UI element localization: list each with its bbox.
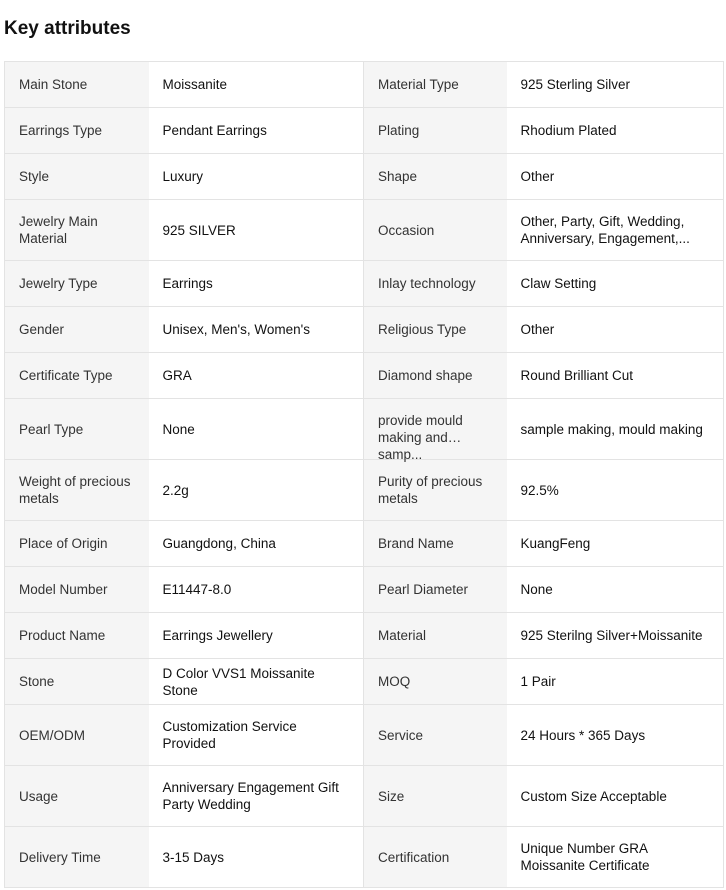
attribute-label <box>5 659 149 705</box>
attribute-value <box>149 108 364 154</box>
attribute-value-text: Other, Party, Gift, Wedding, Anniversary, Engagement,... <box>520 214 690 246</box>
attribute-value <box>507 521 724 567</box>
attribute-label <box>364 705 507 766</box>
attribute-label-text: Delivery Time <box>19 849 101 865</box>
attribute-value-text: Other <box>520 322 555 337</box>
attribute-value-text: 925 Sterilng Silver+Moissanite <box>520 628 703 643</box>
attribute-value-text: Claw Setting <box>520 276 597 291</box>
attribute-row <box>5 766 724 827</box>
attribute-value-text: Pendant Earrings <box>162 123 267 138</box>
attribute-value <box>149 827 364 888</box>
attribute-label-text: Brand Name <box>378 536 454 551</box>
attribute-value-text: D Color VVS1 Moissanite Stone <box>162 665 315 698</box>
attribute-label-text: Weight of precious metals <box>19 474 131 506</box>
attribute-label-text: provide mould making and samp... <box>378 413 463 462</box>
attribute-value-text: None <box>520 582 553 597</box>
attribute-label <box>364 567 507 613</box>
attribute-value <box>149 567 364 613</box>
attribute-row <box>5 200 724 261</box>
attribute-value-text: Rhodium Plated <box>520 123 617 138</box>
attribute-value <box>149 200 364 261</box>
attribute-label-text: Occasion <box>378 222 435 238</box>
attribute-label-text: Model Number <box>19 582 108 597</box>
attribute-label-text: Religious Type <box>378 322 467 337</box>
attribute-label <box>364 261 507 307</box>
attribute-label <box>364 766 507 827</box>
attribute-value-text: 925 SILVER <box>162 222 236 238</box>
attribute-label <box>5 460 149 521</box>
attribute-value <box>507 827 724 888</box>
attribute-label <box>364 460 507 521</box>
attribute-label <box>364 659 507 705</box>
attribute-value-text: 925 Sterling Silver <box>520 77 631 92</box>
attribute-label <box>5 200 149 261</box>
attribute-label-text: Place of Origin <box>19 536 108 551</box>
attribute-label <box>364 200 507 261</box>
attribute-value <box>149 353 364 399</box>
attribute-label-text: Purity of precious metals <box>378 474 483 506</box>
attribute-value <box>149 521 364 567</box>
attribute-label <box>364 613 507 659</box>
attribute-value-text: sample making, mould making <box>520 421 703 437</box>
attribute-label <box>5 827 149 888</box>
key-attributes-table <box>4 61 724 888</box>
attribute-row <box>5 62 724 108</box>
attribute-label-text: Product Name <box>19 628 106 643</box>
attribute-value-text: Round Brilliant Cut <box>520 368 634 383</box>
attribute-value <box>507 766 724 827</box>
attribute-row <box>5 705 724 766</box>
attribute-label-text: MOQ <box>378 674 411 689</box>
attribute-row <box>5 659 724 705</box>
attribute-value-text: Anniversary Engagement Gift Party Wedding <box>162 780 339 812</box>
attribute-label-text: Inlay technology <box>378 276 476 291</box>
attribute-label <box>5 62 149 108</box>
attribute-row <box>5 353 724 399</box>
attribute-value-text: None <box>162 421 195 437</box>
attribute-label <box>5 766 149 827</box>
attribute-value <box>507 705 724 766</box>
attribute-label-text: Material Type <box>378 77 459 92</box>
attribute-label <box>364 827 507 888</box>
attribute-value <box>149 307 364 353</box>
section-title: Key attributes <box>4 18 131 39</box>
attribute-value-text: Moissanite <box>162 77 228 92</box>
attribute-value <box>149 460 364 521</box>
attribute-row <box>5 521 724 567</box>
attribute-label <box>5 307 149 353</box>
attribute-label <box>364 521 507 567</box>
attribute-value-text: Customization Service Provided <box>162 719 297 751</box>
attribute-value-text: 3-15 Days <box>162 849 225 865</box>
attribute-label <box>364 399 507 460</box>
attribute-value <box>149 62 364 108</box>
attribute-label-text: Plating <box>378 123 420 138</box>
attribute-row <box>5 567 724 613</box>
attribute-value-text: E11447-8.0 <box>162 582 232 597</box>
attribute-row <box>5 827 724 888</box>
attribute-value <box>507 261 724 307</box>
attribute-row <box>5 399 724 460</box>
attribute-value-text: Custom Size Acceptable <box>520 788 667 804</box>
attribute-row <box>5 460 724 521</box>
attribute-row <box>5 154 724 200</box>
attribute-value-text: 1 Pair <box>520 674 556 689</box>
attribute-value-text: Earrings <box>162 276 213 291</box>
attribute-value-text: KuangFeng <box>520 536 591 551</box>
attribute-label <box>5 399 149 460</box>
attribute-value <box>149 399 364 460</box>
attribute-row <box>5 261 724 307</box>
attribute-row <box>5 613 724 659</box>
attribute-value <box>507 154 724 200</box>
attribute-label-text: Service <box>378 727 424 743</box>
attribute-label-text: Diamond shape <box>378 368 473 383</box>
attribute-label-text: Pearl Diameter <box>378 582 469 597</box>
attribute-label <box>5 567 149 613</box>
attribute-value <box>149 705 364 766</box>
attribute-label-text: Material <box>378 628 427 643</box>
attribute-label-text: Shape <box>378 169 418 184</box>
attribute-value <box>507 659 724 705</box>
attribute-value <box>149 613 364 659</box>
attribute-value <box>507 399 724 460</box>
attribute-label <box>5 108 149 154</box>
attribute-label-text: OEM/ODM <box>19 727 85 743</box>
attribute-label-text: Earrings Type <box>19 123 103 138</box>
attribute-label-text: Main Stone <box>19 77 88 92</box>
attribute-value-text: Earrings Jewellery <box>162 628 273 643</box>
attribute-label <box>364 154 507 200</box>
attribute-value <box>507 62 724 108</box>
attribute-label-text: Certification <box>378 849 450 865</box>
attribute-row <box>5 307 724 353</box>
attribute-label-text: Style <box>19 169 50 184</box>
attribute-value-text: Unisex, Men's, Women's <box>162 322 310 337</box>
attribute-label <box>5 154 149 200</box>
attribute-label <box>5 521 149 567</box>
attribute-value <box>507 307 724 353</box>
attribute-value-text: Guangdong, China <box>162 536 276 551</box>
attribute-label <box>364 307 507 353</box>
attribute-value-text: 24 Hours * 365 Days <box>520 727 646 743</box>
attribute-label <box>5 705 149 766</box>
attribute-label <box>5 353 149 399</box>
attribute-label-text: Usage <box>19 788 59 804</box>
attribute-label-text: Stone <box>19 674 55 689</box>
attribute-value <box>507 567 724 613</box>
attribute-value <box>507 460 724 521</box>
attribute-value <box>507 353 724 399</box>
attribute-value <box>507 613 724 659</box>
attribute-label <box>364 62 507 108</box>
attribute-value-text: GRA <box>162 368 192 383</box>
attribute-label <box>364 353 507 399</box>
attribute-label-text: Jewelry Type <box>19 276 98 291</box>
attribute-value-text: 92.5% <box>520 482 559 498</box>
attribute-value <box>149 261 364 307</box>
attribute-label-text: Pearl Type <box>19 421 84 437</box>
attribute-label <box>5 613 149 659</box>
attribute-value <box>507 108 724 154</box>
attribute-label <box>5 261 149 307</box>
attribute-label-text: Size <box>378 788 405 804</box>
attribute-label-text: Gender <box>19 322 65 337</box>
attribute-row <box>5 108 724 154</box>
attribute-value <box>507 200 724 261</box>
attributes-table-body <box>5 62 724 888</box>
attribute-label-text: Certificate Type <box>19 368 113 383</box>
attribute-value <box>149 154 364 200</box>
attribute-value-text: Luxury <box>162 169 204 184</box>
attribute-value-text: Other <box>520 169 555 184</box>
attribute-value <box>149 766 364 827</box>
attribute-value-text: 2.2g <box>162 482 189 498</box>
attribute-value-text: Unique Number GRA Moissanite Certificate <box>520 841 650 873</box>
attribute-label <box>364 108 507 154</box>
attribute-value <box>149 659 364 705</box>
attribute-label-text: Jewelry Main Material <box>19 214 98 246</box>
